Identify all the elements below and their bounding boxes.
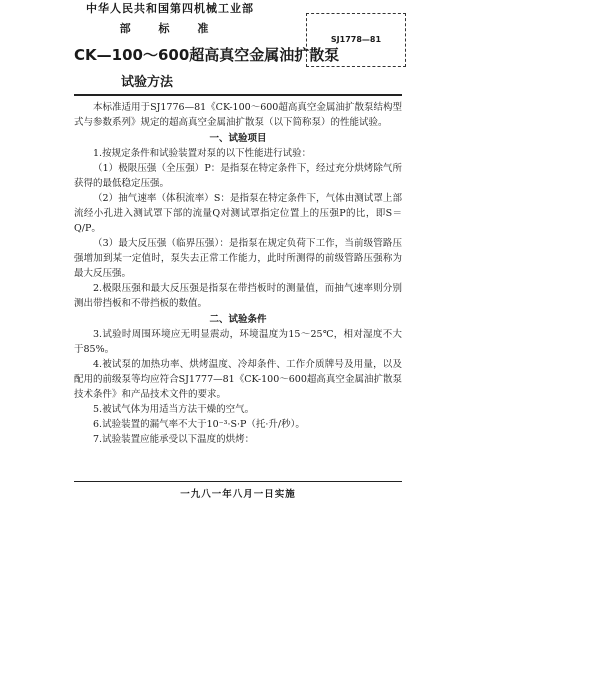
standard-number: SJ1778—81 — [330, 35, 382, 44]
standard-type: 部 标 准 — [119, 22, 221, 35]
section-heading-test-items: 一、试验项目 — [209, 133, 267, 144]
bottom-rule — [74, 481, 402, 482]
paragraph: （1）极限压强（全压强）P：是指泵在特定条件下，经过充分烘烤除气所获得的最低稳定压强。 — [74, 163, 402, 189]
paragraph: 3.试验时周围环境应无明显震动，环境温度为15～25℃，相对湿度不大于85%。 — [74, 329, 402, 355]
paragraph: 2.极限压强和最大反压强是指泵在带挡板时的测量值，而抽气速率则分别测出带挡板和不带挡板的数值。 — [74, 283, 402, 309]
paragraph: 7.试验装置应能承受以下温度的烘烤： — [93, 434, 255, 445]
paragraph: 5.被试气体为用适当方法干燥的空气。 — [93, 404, 255, 415]
intro-paragraph: 本标准适用于SJ1776—81《CK-100～600超高真空金属油扩散泵结构型式与参数系列》规定的超高真空金属油扩散泵（以下简称泵）的性能试验。 — [74, 102, 402, 128]
paragraph: 4.被试泵的加热功率、烘烤温度、冷却条件、工作介质牌号及用量，以及配用的前级泵等均应符合SJ1777—81《CK-100～600超高真空金属油扩散泵技术条件》和产品技术文件的要求。 — [74, 359, 402, 400]
paragraph: （3）最大反压强（临界压强）：是指泵在规定负荷下工作，当前级管路压强增加到某一定值时，泵失去正常工作能力，此时所测得的前级管路压强称为最大反压强。 — [74, 238, 402, 279]
implementation-date: 一九八一年八月一日实施 — [180, 489, 296, 500]
paragraph: （2）抽气速率（体积流率）S：是指泵在特定条件下，气体由测试罩上部流经小孔进入测试罩下部的流量Q对测试罩指定位置上的压强P的比，即S＝Q/P。 — [74, 193, 402, 234]
issuing-ministry: 中华人民共和国第四机械工业部 — [86, 2, 254, 15]
document-body — [74, 100, 402, 447]
paragraph: 1.按规定条件和试验装置对泵的以下性能进行试验： — [93, 148, 312, 159]
paragraph: 6.试验装置的漏气率不大于10⁻³·S·P（托·升/秒）。 — [93, 419, 305, 430]
section-heading-test-conditions: 二、试验条件 — [209, 314, 267, 325]
document-title: CK—100～600超高真空金属油扩散泵 — [74, 46, 340, 64]
document-subtitle: 试验方法 — [121, 75, 174, 90]
top-rule — [74, 94, 402, 96]
